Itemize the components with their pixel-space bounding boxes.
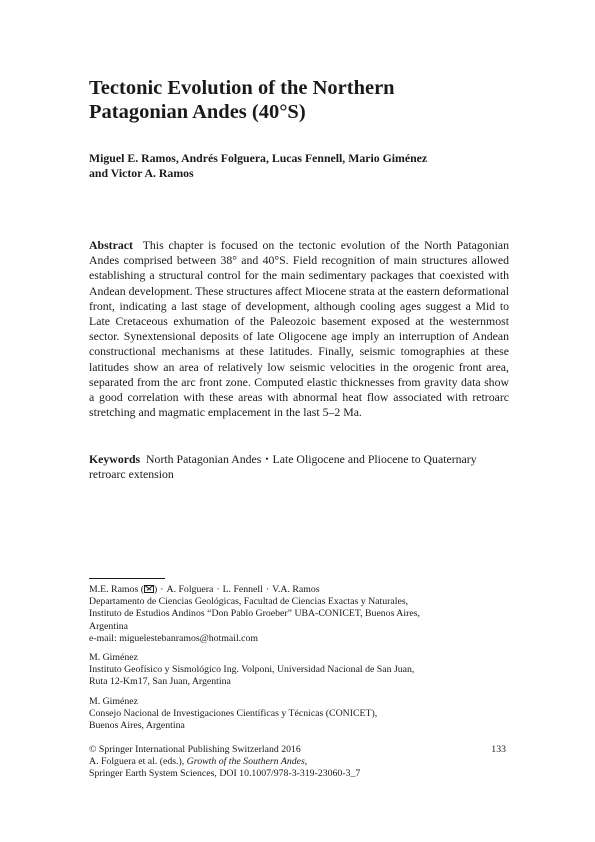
affiliation-line: Buenos Aires, Argentina bbox=[89, 720, 185, 732]
keyword-item: North Patagonian Andes bbox=[146, 452, 262, 466]
affiliation-line: Ruta 12-Km17, San Juan, Argentina bbox=[89, 676, 231, 688]
page-number: 133 bbox=[491, 744, 506, 755]
separator-dot-icon: · bbox=[265, 584, 270, 595]
abstract-label: Abstract bbox=[89, 238, 133, 252]
keywords bbox=[89, 452, 509, 482]
footnote-divider bbox=[89, 578, 165, 579]
affiliation-authors: M.E. Ramos ( ) · A. Folguera · L. Fennell · V.A. Ramos bbox=[89, 584, 320, 595]
affiliation-author: M. Giménez bbox=[89, 652, 138, 664]
author-name: V.A. Ramos bbox=[272, 584, 320, 595]
keyword-item: Late Oligocene and Pliocene to Quaternary retroarc extension bbox=[89, 452, 477, 482]
author-list bbox=[89, 151, 509, 181]
abstract bbox=[89, 238, 509, 420]
authors-line: and Victor A. Ramos bbox=[89, 166, 194, 180]
authors-line: Miguel E. Ramos, Andrés Folguera, Lucas Fennell, Mario Giménez bbox=[89, 151, 428, 165]
book-title: Growth of the Southern Andes bbox=[186, 756, 305, 768]
author-name: A. Folguera bbox=[166, 584, 214, 595]
keyword-separator-icon: • bbox=[265, 454, 269, 464]
abstract-text: This chapter is focused on the tectonic evolution of the North Patagonian Andes comprised between 38° and 40°S. Field recognition of main structures allowed establishing a structural control for the main sedimentary packages that coexisted with Andean development. These structures affect Miocene strata at the eastern deformational front, indicating a last stage of development, although cooling ages suggest a Mid to Late Cretaceous exhumation of the Paleozoic basement exposed at the westernmost sector. Synextensional deposits of late Oligocene age imply an interruption of Andean constructional mechanisms at these latitudes. Finally, seismic tomographies at these latitudes show an area of relatively low seismic velocities in the orogenic front area, separated from the arc front zone. Computed elastic thicknesses from gravity data show a good correlation with these areas with abnormal heat flow associated with retroarc stretching and magmatic emplacement in the last 5–2 Ma. bbox=[89, 238, 509, 420]
affiliation-author: M. Giménez bbox=[89, 695, 138, 707]
separator-dot-icon: · bbox=[216, 584, 220, 595]
affiliation-line: Consejo Nacional de Investigaciones Científicas y Técnicas (CONICET), bbox=[89, 707, 378, 719]
title-line: Tectonic Evolution of the Northern bbox=[89, 77, 395, 99]
affiliation-line: Departamento de Ciencias Geológicas, Facultad de Ciencias Exactas y Naturales, bbox=[89, 596, 409, 608]
affiliation-line: Argentina bbox=[89, 620, 128, 632]
separator-dot-icon: · bbox=[160, 584, 164, 595]
affiliation-line: Instituto Geofísico y Sismológico Ing. Volponi, Universidad Nacional de San Juan, bbox=[89, 664, 415, 676]
footnotes bbox=[89, 584, 509, 739]
copyright-block bbox=[89, 744, 509, 781]
affiliation-line: Instituto de Estudios Andinos “Don Pablo Groeber” UBA-CONICET, Buenos Aires, bbox=[89, 608, 420, 620]
keywords-label: Keywords bbox=[89, 452, 141, 466]
copyright-line: © Springer International Publishing Switzerland 2016 bbox=[89, 744, 301, 755]
title-line: Patagonian Andes (40°S) bbox=[89, 101, 306, 123]
author-name: M.E. Ramos ( bbox=[89, 584, 144, 595]
email-link[interactable]: e-mail: miguelestebanramos@hotmail.com bbox=[89, 632, 258, 644]
affiliation-block bbox=[89, 696, 509, 733]
affiliation-block bbox=[89, 584, 509, 645]
author-name: L. Fennell bbox=[222, 584, 263, 595]
citation-line: A. Folguera et al. (eds.), Growth of the Southern Andes, bbox=[89, 756, 308, 768]
doi-line[interactable]: Springer Earth System Sciences, DOI 10.1007/978-3-319-23060-3_7 bbox=[89, 768, 361, 780]
affiliation-block bbox=[89, 652, 509, 689]
envelope-icon[interactable] bbox=[144, 585, 154, 593]
chapter-title bbox=[89, 76, 509, 124]
